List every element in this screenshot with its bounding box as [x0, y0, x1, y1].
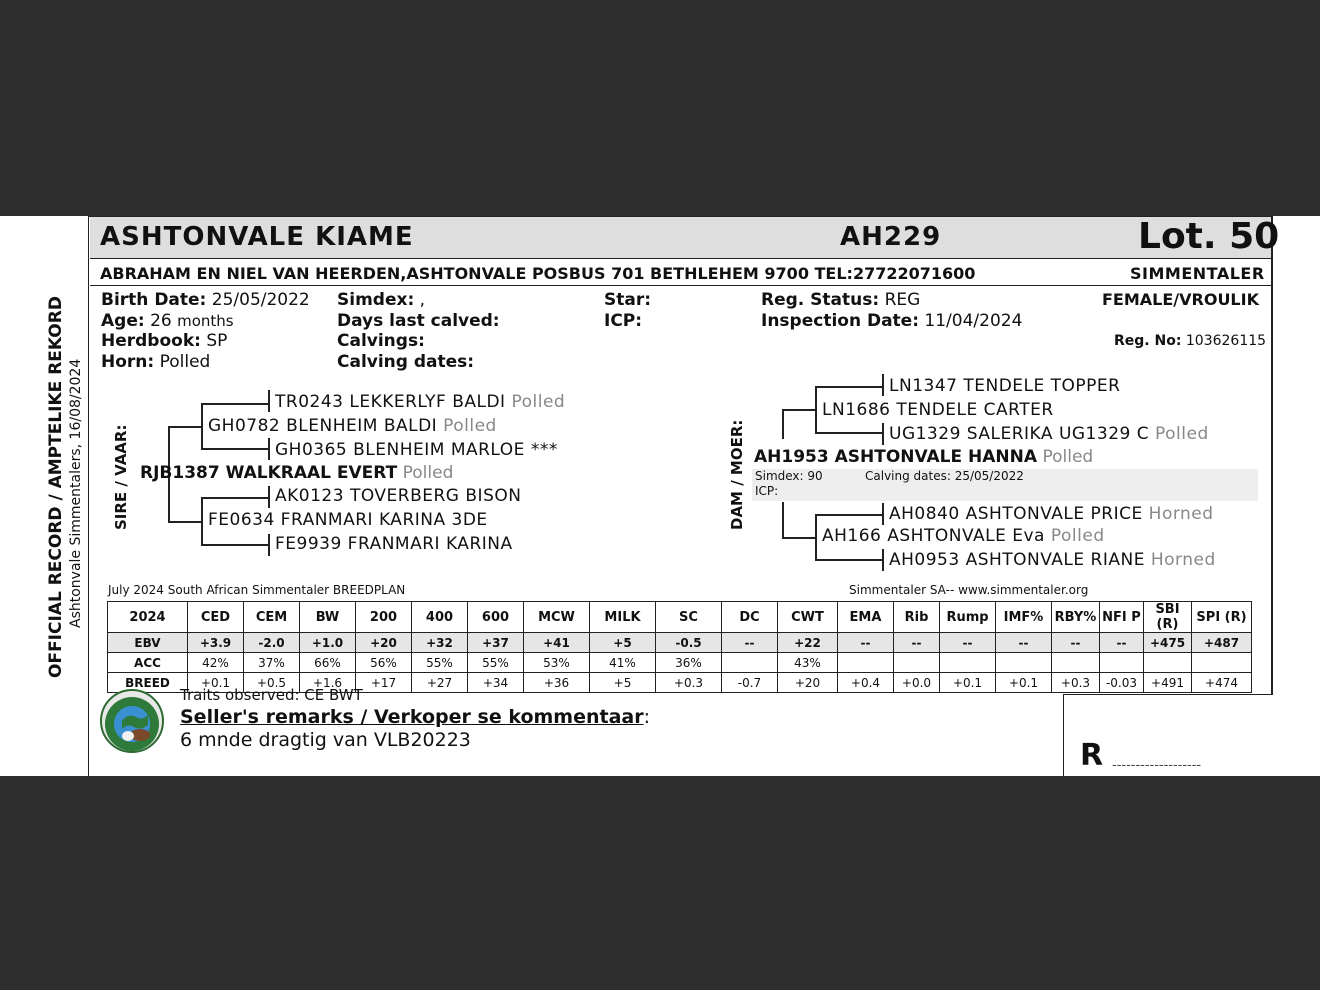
table-cell: +34 — [468, 673, 524, 693]
column-header: Rib — [894, 602, 940, 633]
website-caption: Simmentaler SA-- www.simmentaler.org — [849, 583, 1089, 597]
column-header: 400 — [412, 602, 468, 633]
table-cell — [894, 653, 940, 673]
table-cell: -- — [894, 633, 940, 653]
inspection-date: Inspection Date: 11/04/2024 — [761, 311, 1023, 331]
dam-name: AH1953 ASHTONVALE HANNA Polled — [754, 447, 1094, 467]
column-header: SBI (R) — [1144, 602, 1192, 633]
column-header: MILK — [590, 602, 656, 633]
table-cell: +0.1 — [996, 673, 1052, 693]
star: Star: — [604, 290, 652, 310]
table-cell: +5 — [590, 673, 656, 693]
owner-line: ABRAHAM EN NIEL VAN HEERDEN,ASHTONVALE POSBUS 701 BETHLEHEM 9700 TEL:27722071600 — [100, 264, 976, 283]
column-header: EMA — [838, 602, 894, 633]
sire-dam-sire: AK0123 TOVERBERG BISON — [275, 486, 522, 506]
column-header: CED — [188, 602, 244, 633]
table-header-row — [108, 602, 1252, 633]
table-cell: -0.7 — [722, 673, 778, 693]
table-cell — [1144, 653, 1192, 673]
table-cell: EBV — [108, 633, 188, 653]
table-cell: -- — [940, 633, 996, 653]
herdbook: Herdbook: SP — [101, 331, 228, 351]
price-r-label: R — [1080, 738, 1104, 773]
table-cell: 42% — [188, 653, 244, 673]
table-cell: +1.6 — [300, 673, 356, 693]
table-cell: +491 — [1144, 673, 1192, 693]
column-header: SC — [656, 602, 722, 633]
table-cell: +36 — [524, 673, 590, 693]
table-cell: +20 — [778, 673, 838, 693]
horn: Horn: Polled — [101, 352, 211, 372]
official-record-label: OFFICIAL RECORD / AMPTELIKE REKORD — [46, 296, 66, 678]
dam-calving-dates: Calving dates: 25/05/2022 — [865, 469, 1024, 483]
table-cell: -0.5 — [656, 633, 722, 653]
dam-icp: ICP: — [755, 484, 779, 498]
column-header: 2024 — [108, 602, 188, 633]
days-last-calved: Days last calved: — [337, 311, 500, 331]
table-cell: +0.3 — [1052, 673, 1100, 693]
table-cell: +487 — [1192, 633, 1252, 653]
seller-remarks-text: 6 mnde dragtig van VLB20223 — [180, 729, 471, 751]
table-cell — [1100, 653, 1144, 673]
table-cell: 36% — [656, 653, 722, 673]
table-cell: +475 — [1144, 633, 1192, 653]
table-cell: +5 — [590, 633, 656, 653]
table-cell: +32 — [412, 633, 468, 653]
table-cell: 55% — [468, 653, 524, 673]
column-header: Rump — [940, 602, 996, 633]
sire-sire-sire: TR0243 LEKKERLYF BALDI Polled — [275, 392, 566, 412]
breedplan-caption: July 2024 South African Simmentaler BREEDPLAN — [108, 583, 406, 597]
table-cell: +0.3 — [656, 673, 722, 693]
sire-dam-dam: FE9939 FRANMARI KARINA — [275, 534, 513, 554]
table-cell: 53% — [524, 653, 590, 673]
dam-sire-dam: UG1329 SALERIKA UG1329 C Polled — [889, 424, 1209, 444]
table-cell: -- — [838, 633, 894, 653]
column-header: DC — [722, 602, 778, 633]
dam-dam-dam: AH0953 ASHTONVALE RIANE Horned — [889, 550, 1216, 570]
source-label: Ashtonvale Simmentalers, 16/08/2024 — [68, 358, 84, 628]
column-header: IMF% — [996, 602, 1052, 633]
dam-dam-sire: AH0840 ASHTONVALE PRICE Horned — [889, 504, 1214, 524]
table-cell — [722, 653, 778, 673]
table-cell: -- — [722, 633, 778, 653]
column-header: NFI P — [1100, 602, 1144, 633]
reg-status: Reg. Status: REG — [761, 290, 921, 310]
reg-no: Reg. No: 103626115 — [1114, 333, 1267, 349]
age: Age: 26 months — [101, 311, 234, 331]
table-cell: +0.1 — [940, 673, 996, 693]
animal-name: ASHTONVALE KIAME — [100, 222, 414, 252]
table-cell: +41 — [524, 633, 590, 653]
table-cell: +474 — [1192, 673, 1252, 693]
table-cell: -2.0 — [244, 633, 300, 653]
table-cell: +3.9 — [188, 633, 244, 653]
table-cell: +20 — [356, 633, 412, 653]
sire-name: RJB1387 WALKRAAL EVERT Polled — [140, 463, 454, 483]
globe-cattle-icon — [102, 691, 166, 755]
table-cell: +0.5 — [244, 673, 300, 693]
table-cell: -0.03 — [1100, 673, 1144, 693]
table-cell: -- — [996, 633, 1052, 653]
icp: ICP: — [604, 311, 643, 331]
sire-sire: GH0782 BLENHEIM BALDI Polled — [208, 416, 497, 436]
dam-sire-sire: LN1347 TENDELE TOPPER — [889, 376, 1121, 396]
table-row-acc — [108, 653, 1252, 673]
table-row-ebv — [108, 633, 1252, 653]
table-cell: +1.0 — [300, 633, 356, 653]
column-header: SPI (R) — [1192, 602, 1252, 633]
table-cell: +27 — [412, 673, 468, 693]
column-header: CWT — [778, 602, 838, 633]
table-cell: 55% — [412, 653, 468, 673]
animal-id: AH229 — [840, 222, 942, 252]
table-cell: +0.1 — [188, 673, 244, 693]
table-cell — [838, 653, 894, 673]
table-cell: -- — [1052, 633, 1100, 653]
traits-observed: Traits observed: CE BWT — [180, 686, 363, 704]
column-header: CEM — [244, 602, 300, 633]
column-header: RBY% — [1052, 602, 1100, 633]
card-frame-right — [1271, 216, 1273, 694]
birth-date: Birth Date: 25/05/2022 — [101, 290, 310, 310]
column-header: 200 — [356, 602, 412, 633]
table-cell: 43% — [778, 653, 838, 673]
table-cell: 56% — [356, 653, 412, 673]
column-header: BW — [300, 602, 356, 633]
simmentaler-logo — [100, 689, 164, 753]
calvings: Calvings: — [337, 331, 425, 351]
table-cell: +17 — [356, 673, 412, 693]
column-header: MCW — [524, 602, 590, 633]
ebv-table — [107, 601, 1252, 693]
sex: FEMALE/VROULIK — [1102, 290, 1259, 309]
sire-dam: FE0634 FRANMARI KARINA 3DE — [208, 510, 488, 530]
table-cell: 37% — [244, 653, 300, 673]
dam-simdex: Simdex: 90 — [755, 469, 823, 483]
table-cell: 66% — [300, 653, 356, 673]
table-cell: 41% — [590, 653, 656, 673]
dam-label: DAM / MOER: — [728, 419, 746, 530]
table-cell — [940, 653, 996, 673]
dam-dam: AH166 ASHTONVALE Eva Polled — [822, 526, 1105, 546]
breed-name: SIMMENTALER — [1130, 264, 1265, 283]
table-cell — [1052, 653, 1100, 673]
table-cell: +22 — [778, 633, 838, 653]
sire-sire-dam: GH0365 BLENHEIM MARLOE *** — [275, 440, 558, 460]
price-line: ------------------- — [1112, 758, 1202, 773]
column-header: 600 — [468, 602, 524, 633]
calving-dates: Calving dates: — [337, 352, 475, 372]
seller-remarks-heading: Seller's remarks / Verkoper se kommentaar: — [180, 706, 651, 728]
table-cell: -- — [1100, 633, 1144, 653]
table-cell: BREED — [108, 673, 188, 693]
dam-sire: LN1686 TENDELE CARTER — [822, 400, 1054, 420]
table-cell: ACC — [108, 653, 188, 673]
lot-number: Lot. 50 — [1138, 216, 1280, 257]
table-cell — [1192, 653, 1252, 673]
table-cell — [996, 653, 1052, 673]
table-cell: +0.4 — [838, 673, 894, 693]
simdex: Simdex: , — [337, 290, 426, 310]
lot-card — [0, 216, 1320, 776]
table-cell: +37 — [468, 633, 524, 653]
table-cell: +0.0 — [894, 673, 940, 693]
sire-label: SIRE / VAAR: — [112, 424, 130, 530]
